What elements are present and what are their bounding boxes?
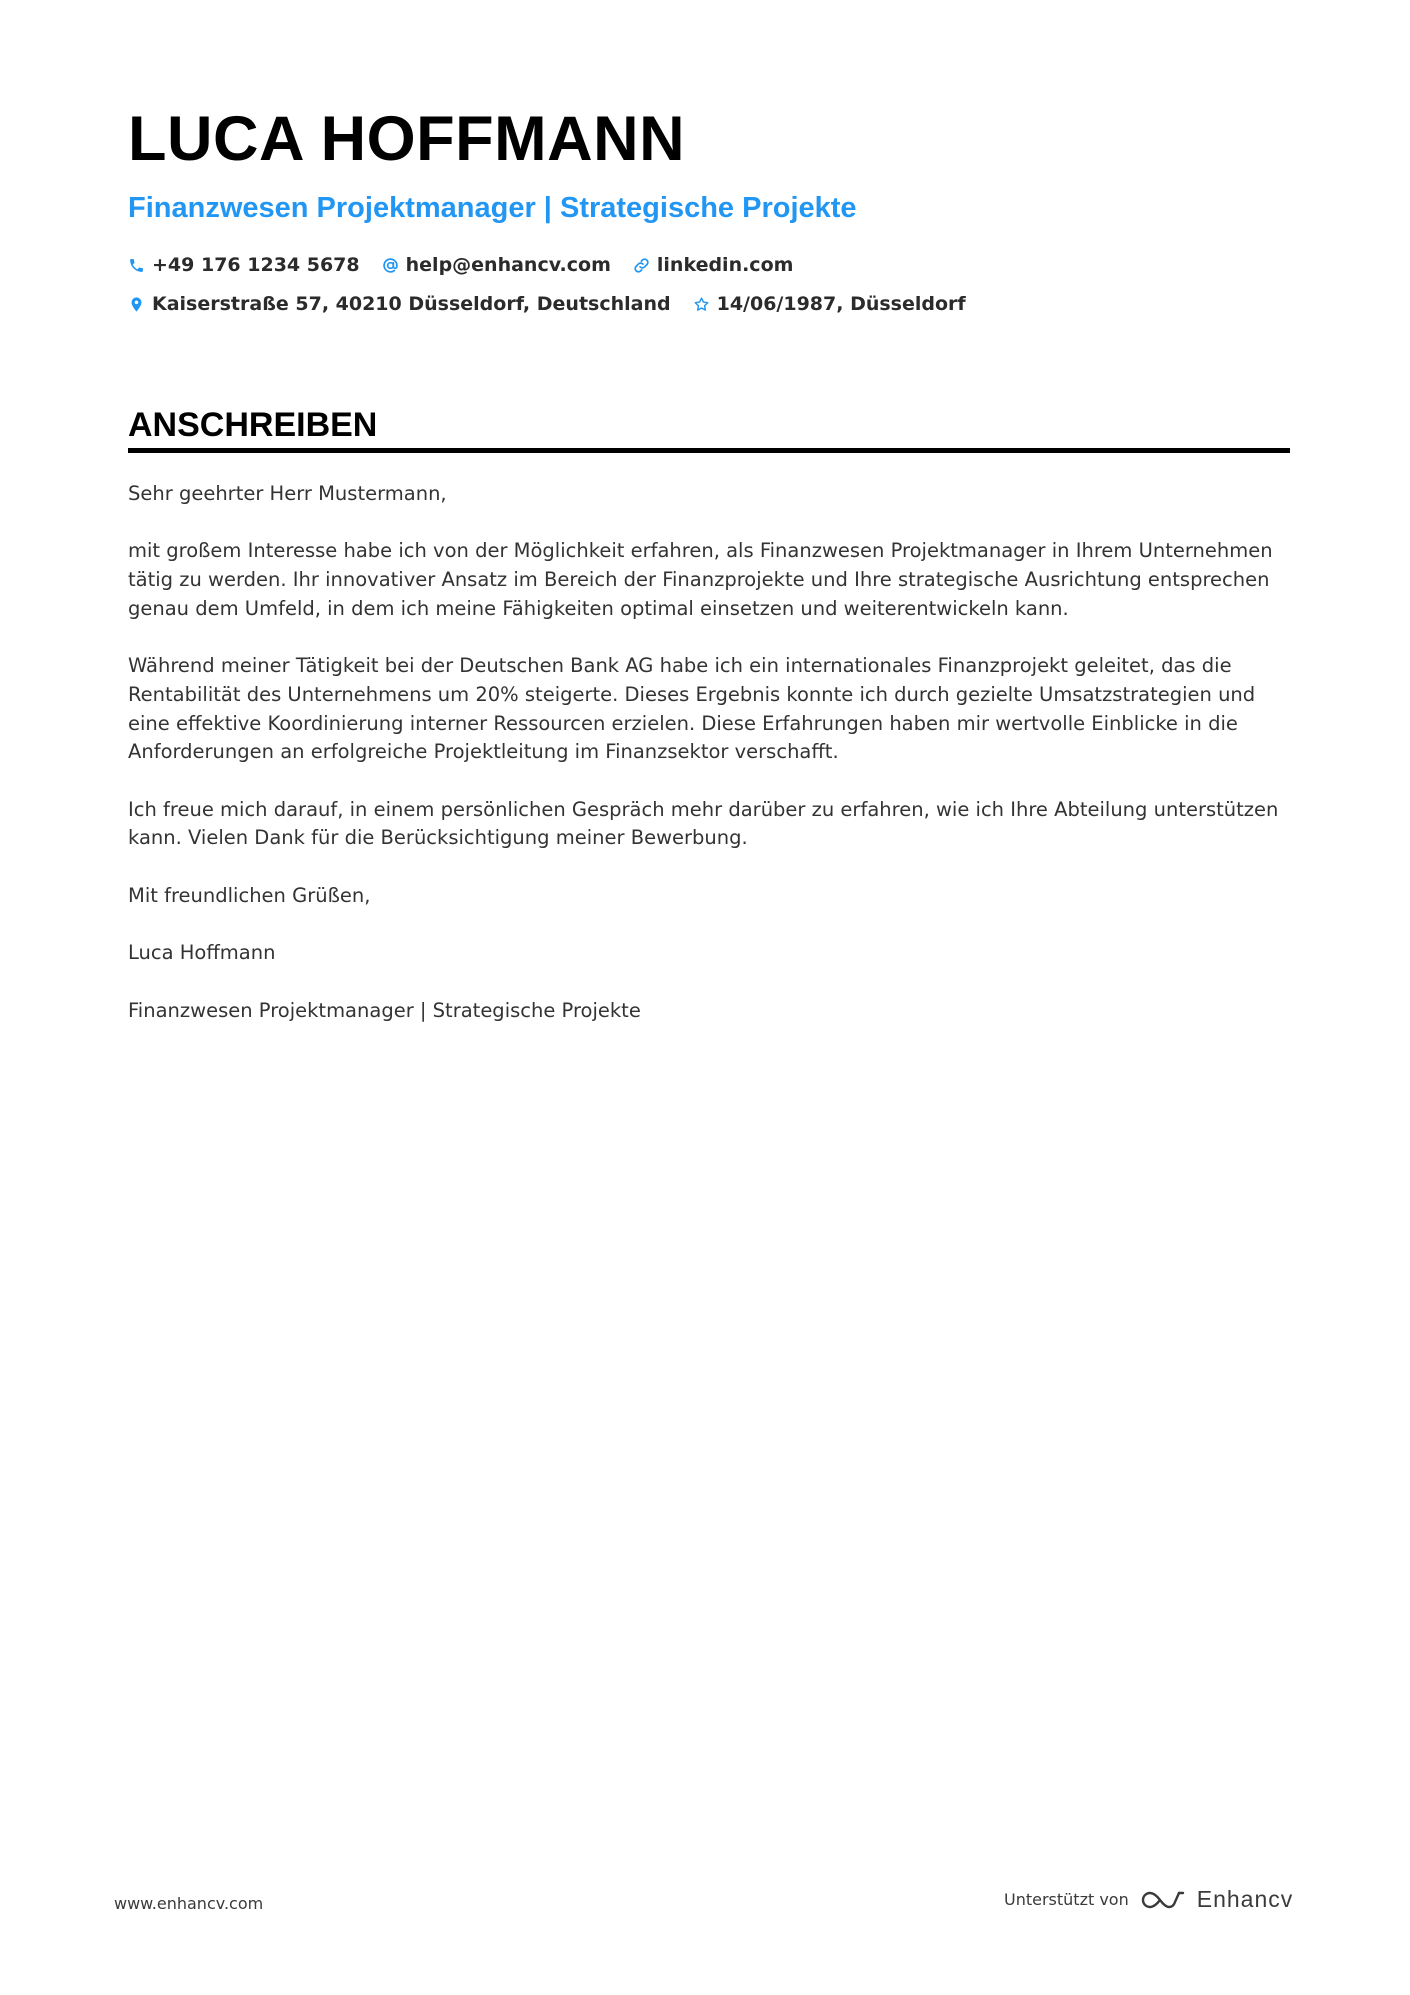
letter-salutation: Sehr geehrter Herr Mustermann, [128, 482, 447, 505]
location-pin-icon [128, 296, 145, 313]
footer-branding[interactable] [1004, 1886, 1293, 1913]
signature-title: Finanzwesen Projektmanager | Strategische Projekte [128, 998, 641, 1022]
applicant-name: LUCA HOFFMANN [128, 104, 686, 174]
footer-website-link[interactable]: www.enhancv.com [114, 1894, 264, 1913]
letter-paragraph: Ich freue mich darauf, in einem persönlichen Gespräch mehr darüber zu erfahren, wie ich Ihre Abteilung unterstützen kann. Vielen Dank für die Berücksichtigung meiner Bewerbung. [128, 797, 1279, 850]
contact-linkedin-text: linkedin.com [656, 254, 794, 276]
at-icon [382, 257, 399, 274]
contact-email-text: help@enhancv.com [405, 254, 611, 276]
star-icon [693, 296, 710, 313]
contact-linkedin[interactable] [633, 254, 794, 276]
phone-icon [128, 257, 145, 274]
letter-paragraph: Während meiner Tätigkeit bei der Deutschen Bank AG habe ich ein internationales Finanzprojekt geleitet, das die Rentabilität des Unternehmens um 20% steigerte. Dieses Ergebnis konnte ich durch gezielte Umsatzstrategien und eine effektive Koordinierung interner Ressourcen erzielen. Diese Erfahrungen haben mir wertvolle Einblicke in die Anforderungen an erfolgreiche Projektleitung im Finanzsektor verschafft. [128, 654, 1256, 764]
applicant-headline: Finanzwesen Projektmanager | Strategische Projekte [128, 192, 857, 224]
signature-name: Luca Hoffmann [128, 941, 276, 965]
section-title: ANSCHREIBEN [128, 406, 378, 444]
enhancv-logo-icon [1141, 1887, 1187, 1913]
contact-address-text: Kaiserstraße 57, 40210 Düsseldorf, Deutschland [152, 293, 671, 315]
letter-paragraph: mit großem Interesse habe ich von der Möglichkeit erfahren, als Finanzwesen Projektmanager in Ihrem Unternehmen tätig zu werden. Ihr innovativer Ansatz im Bereich der Finanzprojekte und Ihre strategische Ausrichtung entsprechen genau dem Umfeld, in dem ich meine Fähigkeiten optimal einsetzen und weiterentwickeln kann. [128, 539, 1273, 620]
brand-name: Enhancv [1196, 1886, 1294, 1912]
powered-by-label: Unterstützt von [1004, 1890, 1129, 1909]
contact-birth-text: 14/06/1987, Düsseldorf [716, 293, 966, 315]
contact-info [128, 254, 1298, 315]
letter-closing: Mit freundlichen Grüßen, [128, 883, 371, 907]
letter-body [128, 480, 1298, 1054]
contact-phone-text: +49 176 1234 5678 [152, 254, 360, 276]
contact-email[interactable] [382, 254, 611, 276]
section-divider [128, 448, 1290, 453]
contact-phone[interactable] [128, 254, 360, 276]
contact-birth-info [693, 293, 966, 315]
contact-address [128, 293, 671, 315]
link-icon [633, 257, 650, 274]
